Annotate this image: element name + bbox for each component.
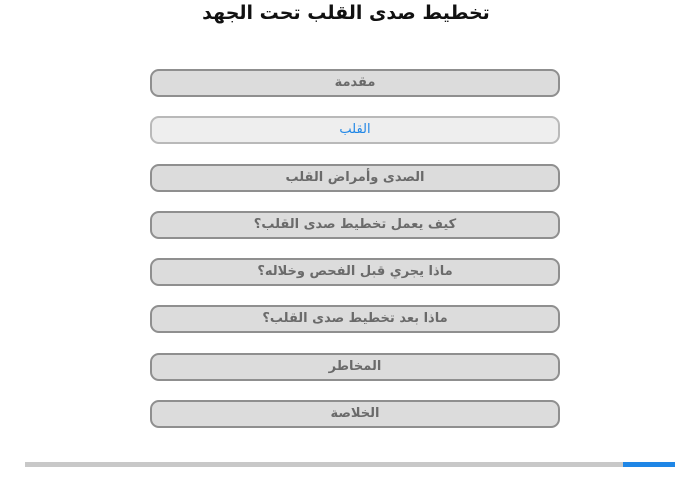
menu-item-how-it-works[interactable]: كيف يعمل تخطيط صدى القلب؟ <box>150 211 560 239</box>
menu-item-echo-and-heart-disease[interactable]: الصدى وأمراض القلب <box>150 164 560 192</box>
progress-bar <box>25 462 675 467</box>
page-title: تخطيط صدى القلب تحت الجهد <box>202 2 490 24</box>
menu-item-before-and-during[interactable]: ماذا يجري قبل الفحص وخلاله؟ <box>150 258 560 286</box>
menu-item-summary[interactable]: الخلاصة <box>150 400 560 428</box>
menu-item-heart[interactable]: القلب <box>150 116 560 144</box>
progress-bar-fill <box>623 462 675 467</box>
menu-item-introduction[interactable]: مقدمة <box>150 69 560 97</box>
menu-item-after-test[interactable]: ماذا بعد تخطيط صدى القلب؟ <box>150 305 560 333</box>
menu-item-risks[interactable]: المخاطر <box>150 353 560 381</box>
section-menu <box>150 69 560 447</box>
